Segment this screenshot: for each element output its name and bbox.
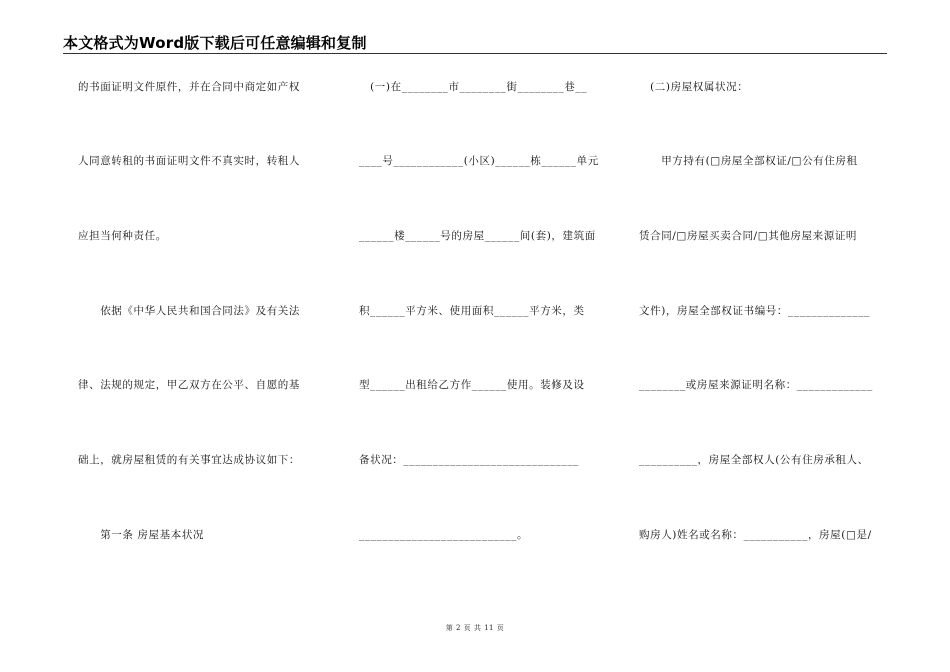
text-line: (一)在________市________街________巷__ <box>359 81 588 93</box>
text-line: ________或房屋来源证明名称：_____________ <box>639 379 873 391</box>
document-header-title: 本文格式为Word版下载后可任意编辑和复制 <box>63 34 367 52</box>
text-line: 第一条 房屋基本状况 <box>78 529 205 541</box>
text-line: 积______平方米、使用面积______平方米，类 <box>359 305 585 317</box>
text-line: 人同意转租的书面证明文件不真实时，转租人 <box>78 155 300 167</box>
text-line: 律、法规的规定，甲乙双方在公平、自愿的基 <box>78 379 300 391</box>
text-line: ___________________________。 <box>359 529 529 541</box>
header-divider <box>63 53 887 54</box>
text-line: (二)房屋权属状况： <box>639 81 749 93</box>
text-line: 赁合同/□房屋买卖合同/□其他房屋来源证明 <box>639 230 858 242</box>
text-line: 备状况：______________________________ <box>359 454 579 466</box>
text-line: ______楼______号的房屋______间(套)，建筑面 <box>359 230 596 242</box>
text-line: 购房人)姓名或名称：___________，房屋(□是/ <box>639 529 872 541</box>
page-number-footer: 第 2 页 共 11 页 <box>445 624 505 632</box>
text-line: 依据《中华人民共和国合同法》及有关法 <box>78 305 300 317</box>
text-line: 甲方持有(□房屋全部权证/□公有住房租 <box>639 155 858 167</box>
text-line: 应担当何种责任。 <box>78 230 167 242</box>
text-line: 文件)，房屋全部权证书编号：______________ <box>639 305 870 317</box>
text-line: 的书面证明文件原件，并在合同中商定如产权 <box>78 81 300 93</box>
text-line: 型______出租给乙方作______使用。装修及设 <box>359 379 585 391</box>
text-line: ____号____________(小区)______栋______单元 <box>359 155 599 167</box>
text-line: __________，房屋全部权人(公有住房承租人、 <box>639 454 869 466</box>
text-line: 础上，就房屋租赁的有关事宜达成协议如下： <box>78 454 300 466</box>
